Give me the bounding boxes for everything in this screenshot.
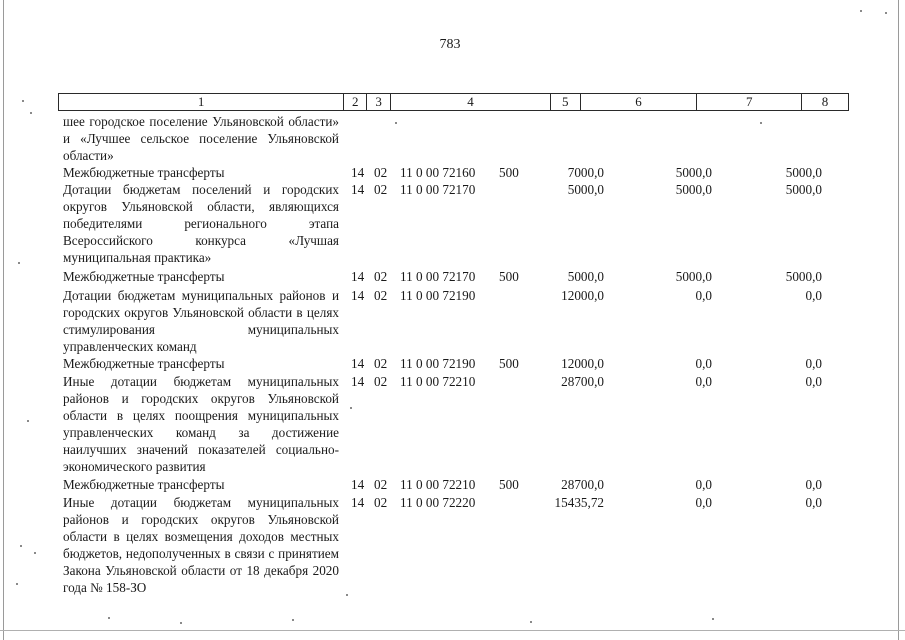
subsection-code: 02 (374, 477, 388, 492)
scan-speck (108, 617, 110, 619)
amount-col-6: 5000,0 (567, 182, 604, 197)
expense-type-code: 500 (499, 165, 519, 180)
section-code: 14 (351, 477, 365, 492)
scan-speck (346, 594, 348, 596)
scan-speck (22, 100, 24, 102)
table-row-name: Межбюджетные трансферты (63, 165, 225, 180)
amount-col-6: 7000,0 (567, 165, 604, 180)
table-row-name: Дотации бюджетам муниципальных районов и городских округов Ульяновской области в целях стимулирования муниципальных управленческих команд (63, 288, 339, 354)
target-article-code: 11 0 00 72190 (400, 288, 476, 303)
scan-edge-bottom (0, 630, 905, 631)
table-row-name: Иные дотации бюджетам муниципальных районов и городских округов Ульяновской области в целях поощрения муниципальных управленческих команд за достижение наилучших значений показателей социально-экономического развития (63, 374, 339, 474)
header-cell: 1 (59, 94, 344, 110)
amount-col-7: 0,0 (695, 288, 712, 303)
amount-col-6: 15435,72 (554, 495, 604, 510)
amount-col-8: 0,0 (805, 288, 822, 303)
table-row-name: Иные дотации бюджетам муниципальных районов и городских округов Ульяновской области в целях возмещения доходов местных бюджетов, недополученных в связи с принятием Закона Ульяновской области от 18 декабря 2020 года № 158-ЗО (63, 495, 339, 595)
subsection-code: 02 (374, 165, 388, 180)
amount-col-7: 5000,0 (675, 269, 712, 284)
subsection-code: 02 (374, 495, 388, 510)
table-header-row (58, 93, 849, 111)
scan-speck (16, 583, 18, 585)
scan-speck (20, 545, 22, 547)
target-article-code: 11 0 00 72170 (400, 182, 476, 197)
scan-speck (885, 12, 887, 14)
target-article-code: 11 0 00 72190 (400, 356, 476, 371)
header-cell: 4 (391, 94, 551, 110)
amount-col-6: 5000,0 (567, 269, 604, 284)
table-row-name: Дотации бюджетам поселений и городских округов Ульяновской области, являющихся победителями регионального этапа Всероссийского конкурса «Лучшая муниципальная практика» (63, 182, 339, 265)
amount-col-7: 5000,0 (675, 182, 712, 197)
scan-speck (530, 621, 532, 623)
scan-speck (760, 122, 762, 124)
scan-speck (18, 262, 20, 264)
subsection-code: 02 (374, 269, 388, 284)
amount-col-7: 0,0 (695, 356, 712, 371)
amount-col-6: 28700,0 (561, 477, 604, 492)
target-article-code: 11 0 00 72160 (400, 165, 476, 180)
subsection-code: 02 (374, 288, 388, 303)
section-code: 14 (351, 356, 365, 371)
section-code: 14 (351, 374, 365, 389)
scan-speck (180, 622, 182, 624)
expense-type-code: 500 (499, 269, 519, 284)
page-number: 783 (439, 37, 461, 52)
amount-col-8: 0,0 (805, 374, 822, 389)
scan-speck (292, 619, 294, 621)
amount-col-8: 0,0 (805, 477, 822, 492)
subsection-code: 02 (374, 182, 388, 197)
table-row-name: Межбюджетные трансферты (63, 477, 225, 492)
expense-type-code: 500 (499, 356, 519, 371)
amount-col-8: 5000,0 (785, 269, 822, 284)
header-cell: 3 (367, 94, 391, 110)
header-cell: 7 (697, 94, 802, 110)
expense-type-code: 500 (499, 477, 519, 492)
section-code: 14 (351, 269, 365, 284)
amount-col-7: 0,0 (695, 495, 712, 510)
section-code: 14 (351, 495, 365, 510)
amount-col-6: 12000,0 (561, 288, 604, 303)
scan-speck (860, 10, 862, 12)
scan-speck (712, 618, 714, 620)
scan-speck (34, 552, 36, 554)
amount-col-8: 0,0 (805, 356, 822, 371)
header-cell: 5 (551, 94, 581, 110)
amount-col-7: 0,0 (695, 477, 712, 492)
scan-edge-left (3, 0, 4, 640)
scan-speck (395, 122, 397, 124)
section-code: 14 (351, 165, 365, 180)
header-cell: 2 (344, 94, 367, 110)
scan-edge-right (898, 0, 899, 640)
scan-speck (27, 420, 29, 422)
table-row-name: Межбюджетные трансферты (63, 269, 225, 284)
amount-col-6: 12000,0 (561, 356, 604, 371)
scan-speck (350, 407, 352, 409)
target-article-code: 11 0 00 72220 (400, 495, 476, 510)
amount-col-6: 28700,0 (561, 374, 604, 389)
target-article-code: 11 0 00 72210 (400, 374, 476, 389)
amount-col-7: 5000,0 (675, 165, 712, 180)
scan-speck (30, 112, 32, 114)
subsection-code: 02 (374, 374, 388, 389)
section-code: 14 (351, 182, 365, 197)
amount-col-8: 5000,0 (785, 182, 822, 197)
table-row-name: Межбюджетные трансферты (63, 356, 225, 371)
header-cell: 6 (581, 94, 698, 110)
table-row-name: шее городское поселение Ульяновской области» и «Лучшее сельское поселение Ульяновской области» (63, 114, 339, 163)
amount-col-8: 0,0 (805, 495, 822, 510)
amount-col-7: 0,0 (695, 374, 712, 389)
section-code: 14 (351, 288, 365, 303)
target-article-code: 11 0 00 72210 (400, 477, 476, 492)
header-cell: 8 (821, 94, 829, 109)
subsection-code: 02 (374, 356, 388, 371)
target-article-code: 11 0 00 72170 (400, 269, 476, 284)
amount-col-8: 5000,0 (785, 165, 822, 180)
